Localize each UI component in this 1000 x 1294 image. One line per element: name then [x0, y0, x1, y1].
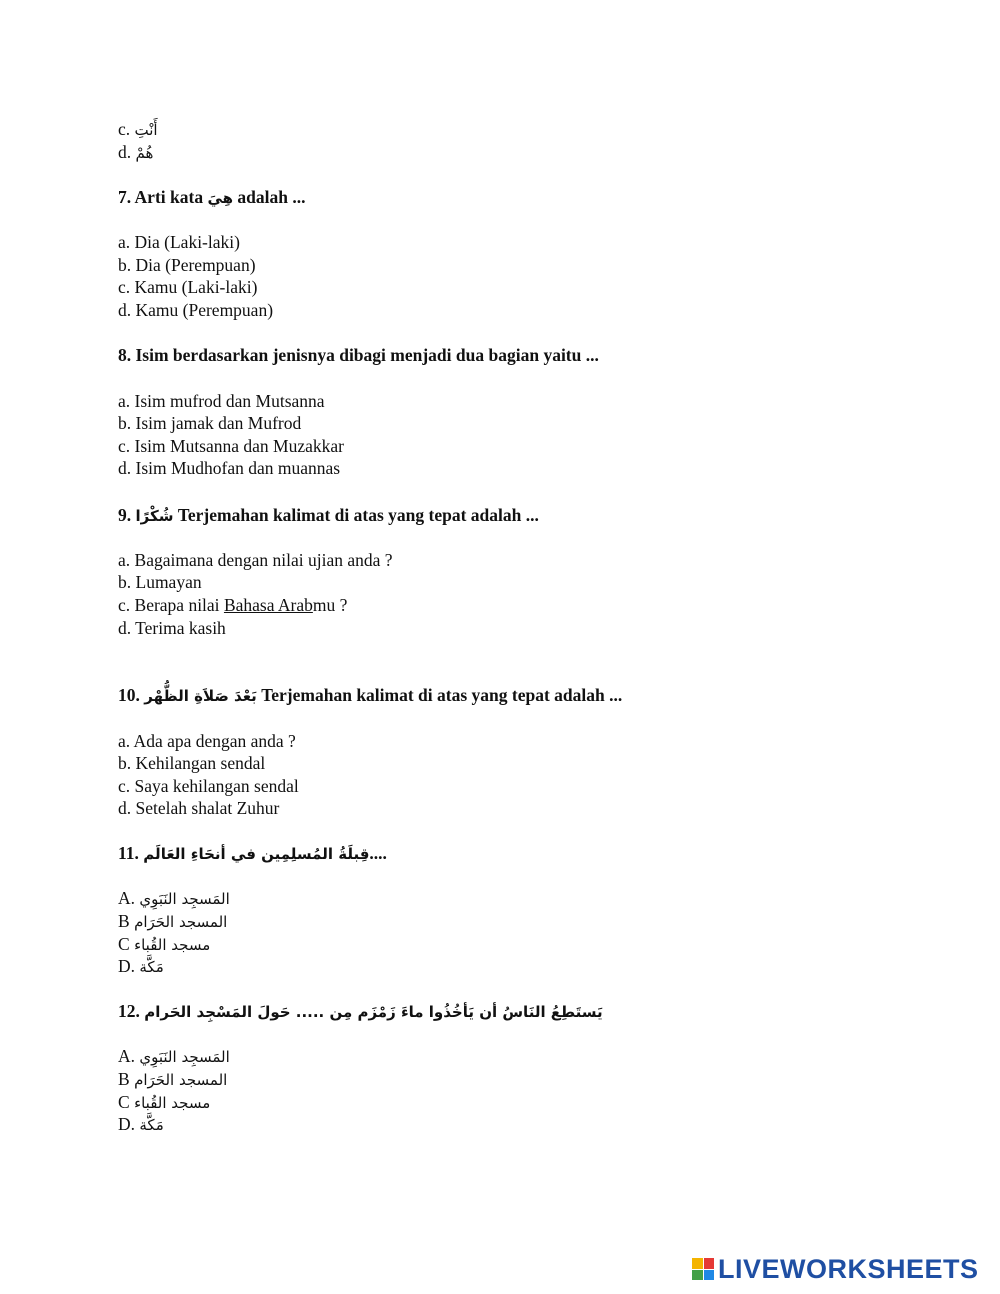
q7-question: 7. Arti kata هِيَ adalah ... [118, 187, 306, 207]
q8-option-a[interactable]: a. Isim mufrod dan Mutsanna [118, 391, 325, 411]
q11-option-a[interactable]: A. المَسجِد النَبَوِي [118, 888, 230, 908]
q9-option-b[interactable]: b. Lumayan [118, 572, 202, 592]
q7-option-d[interactable]: d. Kamu (Perempuan) [118, 300, 274, 320]
q11-option-b[interactable]: B المسجد الحَرَام [118, 911, 228, 931]
q7-option-c[interactable]: c. Kamu (Laki-laki) [118, 277, 258, 297]
q12-option-c[interactable]: C مسجد القُباء [118, 1092, 211, 1112]
q12-option-d[interactable]: D. مَكَّة [118, 1114, 164, 1134]
q11-option-c[interactable]: C مسجد القُباء [118, 934, 211, 954]
q10-option-b[interactable]: b. Kehilangan sendal [118, 753, 266, 773]
q10-question: 10. بَعْدَ صَلاَةِ الظُّهْر Terjemahan kalimat di atas yang tepat adalah ... [118, 685, 623, 705]
q9-arabic-phrase: شُكْرًا [135, 507, 174, 525]
q6-option-c-arabic: أَنْتِ [134, 121, 158, 139]
logo-square-red [704, 1258, 715, 1269]
q12-question: 12. يَستَطِعُ النَاسُ أن يَأخُذُوا ماءَ زَمْزَم مِن ..... حَولَ المَسْجِد الحَرام [118, 1001, 603, 1021]
liveworksheets-logo [692, 1254, 979, 1284]
q7-option-b[interactable]: b. Dia (Perempuan) [118, 255, 256, 275]
q11-question: 11. قِبلَةُ المُسلِمِين في أنحَاءِ العَالَم.... [118, 843, 387, 863]
q8-question: 8. Isim berdasarkan jenisnya dibagi menjadi dua bagian yaitu ... [118, 345, 599, 365]
underlined-text: Bahasa Arab [223, 595, 313, 615]
q6-option-d: d. هُمْ [118, 142, 154, 162]
q8-option-c[interactable]: c. Isim Mutsanna dan Muzakkar [118, 436, 344, 456]
logo-mark-icon [692, 1258, 714, 1280]
q9-question: 9. شُكْرًا Terjemahan kalimat di atas yang tepat adalah ... [118, 505, 539, 525]
q9-option-a[interactable]: a. Bagaimana dengan nilai ujian anda ? [118, 550, 393, 570]
q7-option-a[interactable]: a. Dia (Laki-laki) [118, 232, 240, 252]
q10-option-d[interactable]: d. Setelah shalat Zuhur [118, 798, 280, 818]
brand-name: LIVEWORKSHEETS [718, 1253, 979, 1284]
q12-arabic-sentence: يَستَطِعُ النَاسُ أن يَأخُذُوا ماءَ زَمْزَم مِن ..... حَولَ المَسْجِد الحَرام [144, 1003, 603, 1021]
logo-square-yellow [692, 1258, 703, 1269]
q11-arabic-phrase: قِبلَةُ المُسلِمِين في أنحَاءِ العَالَم [143, 845, 370, 863]
q10-option-a[interactable]: a. Ada apa dengan anda ? [118, 731, 296, 751]
q6-option-d-arabic: هُمْ [135, 144, 154, 162]
q8-option-b[interactable]: b. Isim jamak dan Mufrod [118, 413, 302, 433]
q9-option-d[interactable]: d. Terima kasih [118, 618, 226, 638]
q12-option-a[interactable]: A. المَسجِد النَبَوِي [118, 1046, 230, 1066]
logo-square-green [692, 1270, 703, 1281]
q12-option-b[interactable]: B المسجد الحَرَام [118, 1069, 228, 1089]
q10-arabic-phrase: بَعْدَ صَلاَةِ الظُّهْر [144, 687, 257, 705]
q7-arabic-word: هِيَ [207, 189, 234, 207]
q10-option-c[interactable]: c. Saya kehilangan sendal [118, 776, 299, 796]
q6-option-c: c. أَنْتِ [118, 119, 158, 139]
q8-option-d[interactable]: d. Isim Mudhofan dan muannas [118, 458, 341, 478]
logo-square-blue [704, 1270, 715, 1281]
q11-option-d[interactable]: D. مَكَّة [118, 956, 164, 976]
q9-option-c[interactable]: c. Berapa nilai Bahasa Arabmu ? [118, 595, 348, 615]
